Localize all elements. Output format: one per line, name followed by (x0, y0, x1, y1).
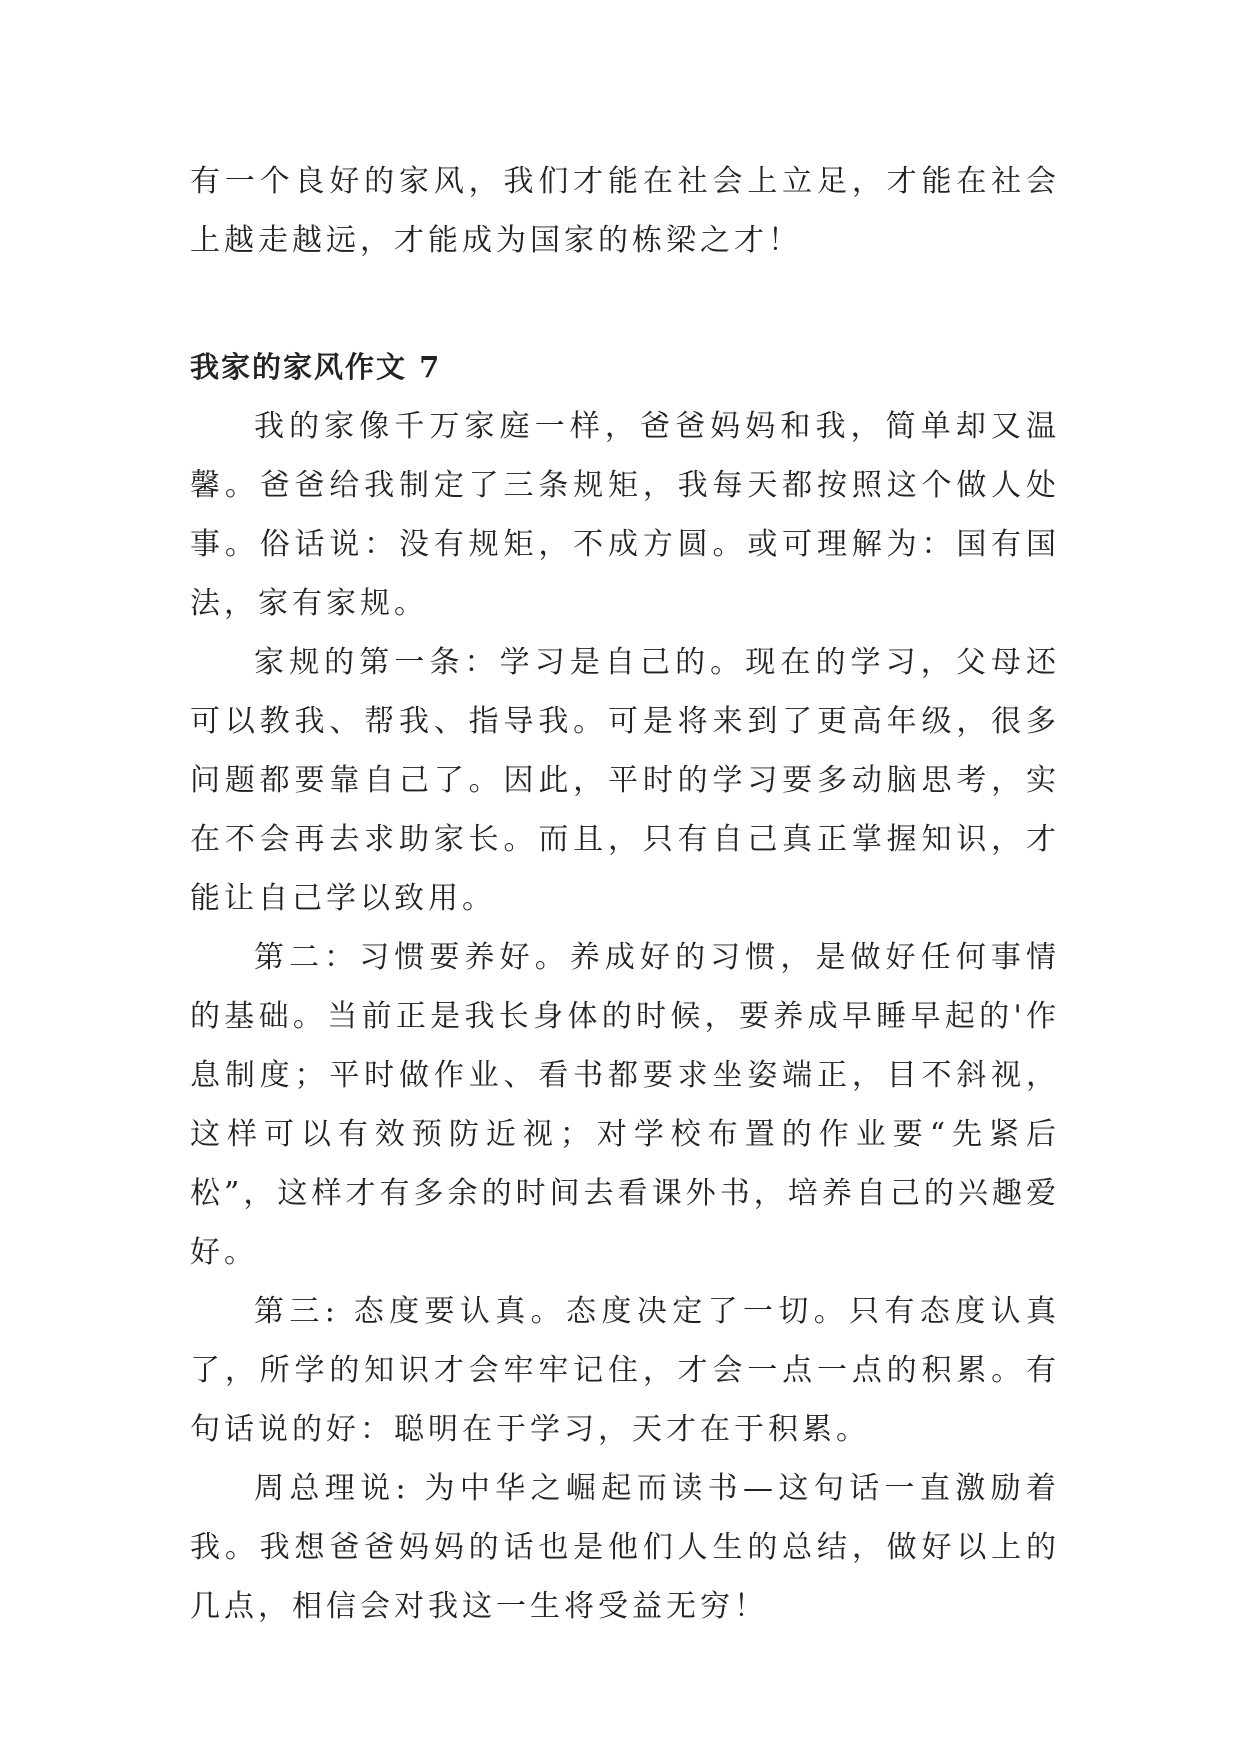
paragraph-2: 家规的第一条：学习是自己的。现在的学习，父母还可以教我、帮我、指导我。可是将来到了更高年级，很多问题都要靠自己了。因此，平时的学习要多动脑思考，实在不会再去求助家长。而且，只有自己真正掌握知识，才能让自己学以致用。 (190, 645, 1060, 916)
paragraph-1: 我的家像千万家庭一样，爸爸妈妈和我，简单却又温馨。爸爸给我制定了三条规矩，我每天都按照这个做人处事。俗话说：没有规矩，不成方圆。或可理解为：国有国法，家有家规。 (190, 409, 1060, 621)
intro-paragraph: 有一个良好的家风，我们才能在社会上立足，才能在社会上越走越远，才能成为国家的栋梁之才！ (190, 164, 1060, 258)
paragraph-3: 第二：习惯要养好。养成好的习惯，是做好任何事情的基础。当前正是我长身体的时候，要养成早睡早起的'作息制度；平时做作业、看书都要求坐姿端正，目不斜视，这样可以有效预防近视；对学校布置的作业要“先紧后松”，这样才有多余的时间去看课外书，培养自己的兴趣爱好。 (190, 940, 1060, 1270)
paragraph-4: 第三: 态度要认真。态度决定了一切。只有态度认真了，所学的知识才会牢牢记住，才会一点一点的积累。有句话说的好：聪明在于学习，天才在于积累。 (190, 1294, 1060, 1447)
document-page (190, 152, 1060, 1636)
essay-title: 我家的家风作文 7 (190, 350, 442, 384)
paragraph-5: 周总理说: 为中华之崛起而读书—这句话一直激励着我。我想爸爸妈妈的话也是他们人生的总结，做好以上的几点，相信会对我这一生将受益无穷！ (190, 1471, 1060, 1624)
